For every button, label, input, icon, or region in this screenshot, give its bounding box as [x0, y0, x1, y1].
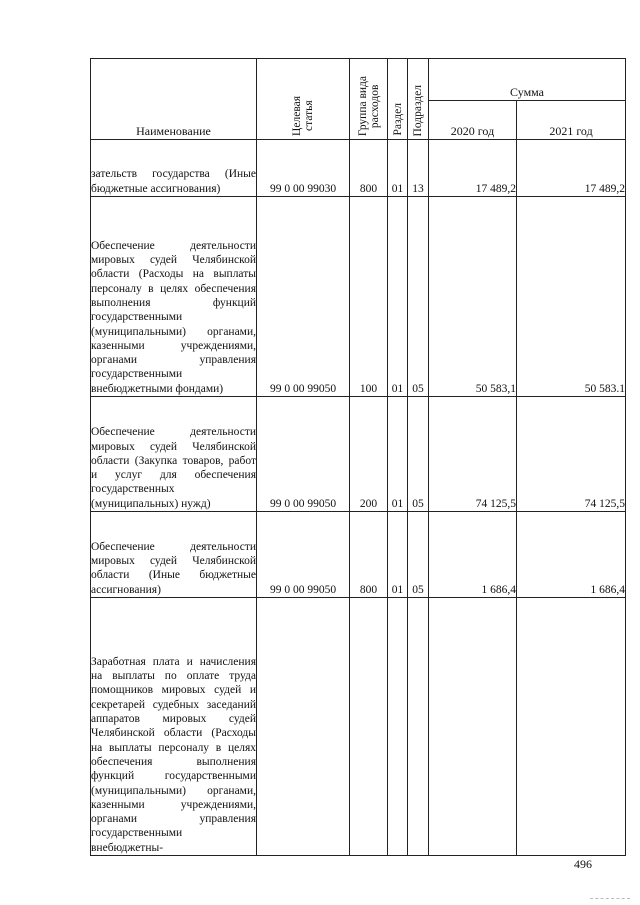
row-expense-group: 800 — [350, 512, 388, 598]
row-target-article: 99 0 00 99050 — [257, 197, 350, 397]
row-amount-2020: 1 686,4 — [429, 512, 517, 598]
row-name: Обеспечение деятельности мировых судей Челябинской области (Расходы на выплаты персоналу в целях обеспечения выполнения функций государственными (муниципальными) органами, казенными учреждениями, органами управления государственными внебюджетными фондами) — [91, 197, 257, 397]
header-expense-group-text: Группа вида расходов — [356, 75, 381, 136]
row-subsection — [408, 598, 429, 856]
row-amount-2021: 17 489,2 — [517, 140, 626, 197]
row-amount-2021: 1 686,4 — [517, 512, 626, 598]
row-expense-group: 800 — [350, 140, 388, 197]
row-target-article: 99 0 00 99050 — [257, 512, 350, 598]
header-sum: Сумма — [429, 59, 626, 101]
row-name: зательств государства (Иные бюджетные ассигнования) — [91, 140, 257, 197]
row-subsection: 05 — [408, 197, 429, 397]
row-name: Обеспечение деятельности мировых судей Челябинской области (Иные бюджетные ассигнования) — [91, 512, 257, 598]
header-target-article — [257, 59, 350, 140]
table-row — [91, 197, 626, 397]
row-subsection: 05 — [408, 512, 429, 598]
table-row — [91, 512, 626, 598]
row-section: 01 — [388, 197, 408, 397]
page-number: 496 — [574, 857, 592, 871]
row-amount-2020: 74 125,5 — [429, 397, 517, 512]
header-expense-group — [350, 59, 388, 140]
row-target-article — [257, 598, 350, 856]
scan-edge-mark — [590, 898, 630, 900]
row-target-article: 99 0 00 99050 — [257, 397, 350, 512]
row-name: Заработная плата и начисления на выплаты по оплате труда помощников мировых судей и секретарей судебных заседаний аппаратов мировых судей Челябинской области (Расходы на выплаты персоналу в целях обеспечения выполнения функций государственными (муниципальными) органами, казенными учреждениями, органами управления государственными внебюджетны- — [91, 598, 257, 856]
header-year-2020: 2020 год — [429, 100, 517, 140]
row-amount-2020: 50 583,1 — [429, 197, 517, 397]
budget-table — [90, 58, 626, 856]
header-year-2021: 2021 год — [517, 100, 626, 140]
row-expense-group — [350, 598, 388, 856]
header-subsection-text: Подраздел — [412, 84, 424, 136]
row-subsection: 05 — [408, 397, 429, 512]
row-section — [388, 598, 408, 856]
row-amount-2021: 50 583.1 — [517, 197, 626, 397]
row-amount-2020 — [429, 598, 517, 856]
header-section-text: Раздел — [391, 103, 404, 136]
row-amount-2020: 17 489,2 — [429, 140, 517, 197]
table-row — [91, 598, 626, 856]
header-subsection — [408, 59, 429, 140]
header-name: Наименование — [91, 59, 257, 140]
header-section — [388, 59, 408, 140]
row-target-article: 99 0 00 99030 — [257, 140, 350, 197]
row-name: Обеспечение деятельности мировых судей Челябинской области (Закупка товаров, работ и услуг для обеспечения государственных (муниципальных) нужд) — [91, 397, 257, 512]
row-amount-2021 — [517, 598, 626, 856]
row-expense-group: 100 — [350, 197, 388, 397]
row-section: 01 — [388, 397, 408, 512]
row-amount-2021: 74 125,5 — [517, 397, 626, 512]
table-row — [91, 397, 626, 512]
row-section: 01 — [388, 140, 408, 197]
table-row — [91, 140, 626, 197]
row-section: 01 — [388, 512, 408, 598]
header-target-article-text: Целевая статья — [291, 96, 315, 136]
row-expense-group: 200 — [350, 397, 388, 512]
row-subsection: 13 — [408, 140, 429, 197]
